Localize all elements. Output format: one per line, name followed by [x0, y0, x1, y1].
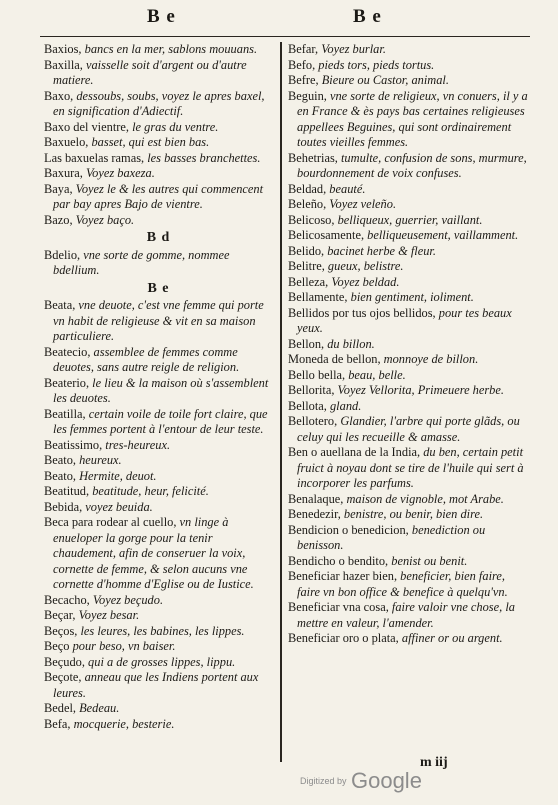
dictionary-entry [288, 151, 528, 182]
entry-headword: Beatecio, [44, 344, 91, 359]
dictionary-entry [288, 244, 528, 260]
entry-definition: Voyez baxeza. [82, 166, 155, 180]
dictionary-entry [44, 58, 273, 89]
dictionary-entry [44, 182, 273, 213]
entry-definition: Voyez baço. [72, 212, 135, 227]
entry-headword: Bazo, [44, 212, 73, 227]
entry-headword: Beleño, [288, 197, 327, 211]
entry-headword: Beçote, [44, 670, 82, 684]
entry-headword: Beatissimo, [44, 437, 103, 452]
entry-definition: assemblee de femmes comme deuotes, sans autre reigle de religion. [53, 344, 240, 374]
entry-definition: benediction ou benisson. [297, 522, 486, 552]
entry-headword: Bellidos por tus ojos bellidos, [288, 305, 436, 320]
entry-definition: bancs en la mer, sablons mouuans. [81, 42, 258, 56]
entry-definition: Voyez Vellorita, Primeuere herbe. [334, 383, 504, 397]
dictionary-entry [44, 593, 273, 609]
dictionary-entry [44, 298, 273, 345]
entry-headword: Beços, [44, 623, 78, 638]
entry-definition: beatitude, heur, felicité. [89, 484, 209, 498]
dictionary-entry [288, 73, 528, 89]
entry-headword: Befo, [288, 57, 316, 72]
entry-definition: gueux, belistre. [324, 259, 404, 273]
entry-headword: Beca para rodear al cuello, [44, 515, 177, 529]
entry-definition: tumulte, confusion de sons, murmure, bourdonnement de voix confuses. [297, 150, 527, 180]
entry-headword: Beneficiar hazer bien, [288, 569, 398, 583]
dictionary-entry [288, 352, 528, 368]
entry-headword: Bdelio, [44, 247, 81, 262]
entry-headword: Belicosamente, [288, 228, 365, 242]
entry-definition: Glandier, l'arbre qui porte glãds, ou celuy qui les recueille & amasse. [297, 414, 520, 444]
entry-definition: le gras du ventre. [129, 119, 219, 134]
entry-definition: Hermite, deuot. [76, 468, 157, 483]
entry-definition: basset, qui est bien bas. [88, 135, 210, 149]
entry-headword: Beato, [44, 453, 76, 467]
dictionary-entry [288, 399, 528, 415]
entry-definition: Bedeau. [76, 701, 120, 715]
entry-definition: beau, belle. [345, 367, 406, 382]
section-heading: B d [146, 230, 171, 245]
entry-definition: Voyez burlar. [318, 42, 386, 56]
entry-definition: beauté. [326, 181, 366, 196]
entry-definition: Voyez veleño. [326, 197, 397, 211]
entry-headword: Bello bella, [288, 367, 346, 382]
entry-headword: Beatitud, [44, 484, 90, 498]
left-column [44, 42, 273, 732]
entry-definition: qui a de grosses lippes, lippu. [84, 654, 236, 669]
entry-definition: mocquerie, besterie. [70, 716, 175, 731]
dictionary-entry [44, 655, 273, 671]
dictionary-entry [288, 383, 528, 399]
dictionary-entry [288, 182, 528, 198]
running-head-right: B e [353, 6, 382, 27]
right-column [288, 42, 528, 647]
entry-definition: vaisselle soit d'argent ou d'autre matiere. [53, 57, 247, 87]
entry-definition: vne sorte de religieux, vn conuers, il y a en France & ès pays bas certaines religieuses appellees Beguines, qui sont ordinairement toutes vieilles femmes. [297, 88, 528, 149]
entry-headword: Benalaque, [288, 491, 344, 506]
entry-headword: Beata, [44, 298, 76, 312]
dictionary-entry [44, 345, 273, 376]
entry-headword: Befa, [44, 716, 71, 731]
dictionary-entry [44, 608, 273, 624]
entry-headword: Beato, [44, 468, 76, 483]
entry-headword: Beço [44, 639, 70, 653]
entry-definition: anneau que les Indiens portent aux leures. [53, 670, 259, 700]
entry-headword: Bellotero, [288, 414, 338, 428]
entry-definition: pieds tors, pieds tortus. [315, 57, 435, 72]
entry-headword: Bendicho o bendito, [288, 553, 389, 568]
dictionary-entry [44, 500, 273, 516]
entry-definition: voyez beuida. [82, 499, 153, 514]
entry-headword: Befar, [288, 42, 319, 56]
entry-headword: Bedel, [44, 701, 76, 715]
entry-definition: tres-heureux. [102, 437, 171, 452]
entry-definition: heureux. [76, 453, 122, 467]
entry-definition: bacinet herbe & fleur. [324, 243, 436, 258]
dictionary-entry [288, 414, 528, 445]
section-heading: B e [147, 280, 170, 296]
entry-headword: Belitre, [288, 259, 325, 273]
entry-headword: Bellon, [288, 336, 325, 351]
dictionary-entry [44, 624, 273, 640]
entry-headword: Baxios, [44, 42, 82, 56]
dictionary-entry [288, 228, 528, 244]
entry-headword: Beaterio, [44, 375, 90, 390]
entry-headword: Beneficiar oro o plata, [288, 631, 399, 645]
dictionary-entry [44, 438, 273, 454]
entry-headword: Belido, [288, 243, 325, 258]
entry-headword: Baya, [44, 181, 73, 196]
dictionary-entry [288, 259, 528, 275]
entry-headword: Befre, [288, 73, 319, 87]
entry-headword: Baxura, [44, 166, 83, 180]
dictionary-entry [44, 515, 273, 593]
running-head-left: B e [147, 6, 176, 27]
signature-mark: m iij [420, 755, 448, 770]
dictionary-entry [44, 42, 273, 58]
entry-definition: Voyez le & les autres qui commencent par bay apres Bajo de vientre. [53, 181, 264, 211]
entry-headword: Baxo del vientre, [44, 119, 129, 134]
entry-headword: Bellorita, [288, 383, 335, 397]
entry-definition: pour tes beaux yeux. [297, 305, 512, 335]
entry-definition: les basses branchettes. [144, 150, 261, 165]
entry-definition: Voyez beldad. [328, 274, 400, 289]
dictionary-entry [288, 42, 528, 58]
dictionary-entry [288, 445, 528, 492]
entry-definition: belliqueusement, vaillamment. [364, 228, 519, 242]
dictionary-entry [288, 631, 528, 647]
dictionary-entry [44, 453, 273, 469]
entry-headword: Moneda de bellon, [288, 352, 381, 366]
dictionary-entry [288, 554, 528, 570]
entry-definition: dessoubs, soubs, voyez le apres baxel, en signification d'Adiectif. [53, 88, 265, 118]
entry-headword: Belicoso, [288, 212, 335, 227]
dictionary-entry [44, 670, 273, 701]
entry-headword: Benedezir, [288, 507, 341, 521]
digitized-watermark [300, 768, 422, 794]
entry-definition: du ben, certain petit fruict à noyau dont se tire de l'huile qui sert à incorporer les parfums. [297, 445, 524, 490]
entry-headword: Baxilla, [44, 57, 83, 72]
entry-headword: Bebida, [44, 499, 83, 514]
entry-definition: benist ou benit. [388, 553, 468, 568]
entry-definition: le lieu & la maison où s'assemblent les deuotes. [53, 375, 269, 405]
entry-definition: maison de vignoble, mot Arabe. [343, 491, 504, 506]
dictionary-entry [44, 89, 273, 120]
entry-definition: les leures, les babines, les lippes. [77, 623, 245, 638]
entry-headword: Beguin, [288, 88, 327, 103]
entry-definition: beneficier, bien faire, faire vn bon office & benefice à quelqu'vn. [297, 569, 508, 599]
entry-headword: Behetrias, [288, 150, 338, 165]
header-rule [40, 36, 530, 37]
entry-headword: Baxo, [44, 88, 74, 103]
entry-definition: gland. [326, 398, 362, 413]
dictionary-entry [288, 600, 528, 631]
dictionary-entry [288, 197, 528, 213]
entry-definition: monnoye de billon. [380, 352, 479, 366]
entry-headword: Beatilla, [44, 406, 86, 421]
column-divider [280, 42, 282, 762]
dictionary-entry [44, 376, 273, 407]
entry-definition: certain voile de toile fort claire, que les femmes portent à l'entour de leur teste. [53, 406, 268, 436]
dictionary-entry [288, 337, 528, 353]
dictionary-entry [44, 135, 273, 151]
dictionary-entry [288, 275, 528, 291]
entry-definition: bien gentiment, ioliment. [347, 290, 474, 304]
google-logo: Google [350, 768, 422, 793]
entry-definition: faire valoir vne chose, la mettre en valeur, l'amender. [297, 600, 515, 630]
dictionary-entry [288, 368, 528, 384]
entry-headword: Las baxuelas ramas, [44, 150, 145, 165]
entry-definition: vne sorte de gomme, nommee bdellium. [53, 247, 230, 277]
dictionary-entry [288, 507, 528, 523]
dictionary-entry [44, 151, 273, 167]
dictionary-entry [44, 469, 273, 485]
entry-headword: Becacho, [44, 592, 90, 607]
dictionary-entry [288, 290, 528, 306]
entry-definition: benistre, ou benir, bien dire. [340, 507, 484, 521]
entry-definition: affiner or ou argent. [398, 631, 503, 645]
entry-definition: vn linge à enueloper la gorge pour la tenir chaudement, afin de conseruer la voix, cornette de femme, & selon aucuns vne cornette d'homme d'Eglise ou de Iustice. [53, 515, 254, 591]
entry-headword: Ben o auellana de la India, [288, 445, 421, 459]
entry-headword: Bellamente, [288, 290, 348, 304]
dictionary-entry [288, 492, 528, 508]
entry-definition: Voyez besar. [75, 608, 140, 622]
dictionary-entry [44, 639, 273, 655]
dictionary-entry [44, 701, 273, 717]
dictionary-entry [288, 523, 528, 554]
entry-definition: Bieure ou Castor, animal. [318, 73, 449, 87]
dictionary-entry [288, 569, 528, 600]
dictionary-entry [44, 248, 273, 279]
dictionary-entry [288, 58, 528, 74]
dictionary-entry [44, 484, 273, 500]
watermark-prefix: Digitized by [300, 776, 347, 786]
dictionary-entry [288, 213, 528, 229]
entry-headword: Belleza, [288, 274, 329, 289]
dictionary-entry [288, 306, 528, 337]
entry-headword: Beçar, [44, 608, 76, 622]
entry-definition: du billon. [324, 336, 375, 351]
entry-definition: pour beso, vn baiser. [69, 639, 176, 653]
dictionary-entry [44, 166, 273, 182]
entry-headword: Bellota, [288, 398, 327, 413]
entry-headword: Beldad, [288, 181, 327, 196]
entry-definition: vne deuote, c'est vne femme qui porte vn habit de religieuse & vit en sa maison particuliere. [53, 298, 264, 343]
dictionary-entry [288, 89, 528, 151]
dictionary-entry [44, 213, 273, 229]
entry-definition: Voyez beçudo. [89, 592, 164, 607]
entry-headword: Beneficiar vna cosa, [288, 600, 389, 614]
dictionary-entry [44, 120, 273, 136]
entry-definition: belliqueux, guerrier, vaillant. [334, 212, 483, 227]
entry-headword: Baxuelo, [44, 135, 89, 149]
dictionary-entry [44, 407, 273, 438]
dictionary-entry [44, 717, 273, 733]
entry-headword: Beçudo, [44, 654, 85, 669]
entry-headword: Bendicion o benedicion, [288, 522, 409, 537]
